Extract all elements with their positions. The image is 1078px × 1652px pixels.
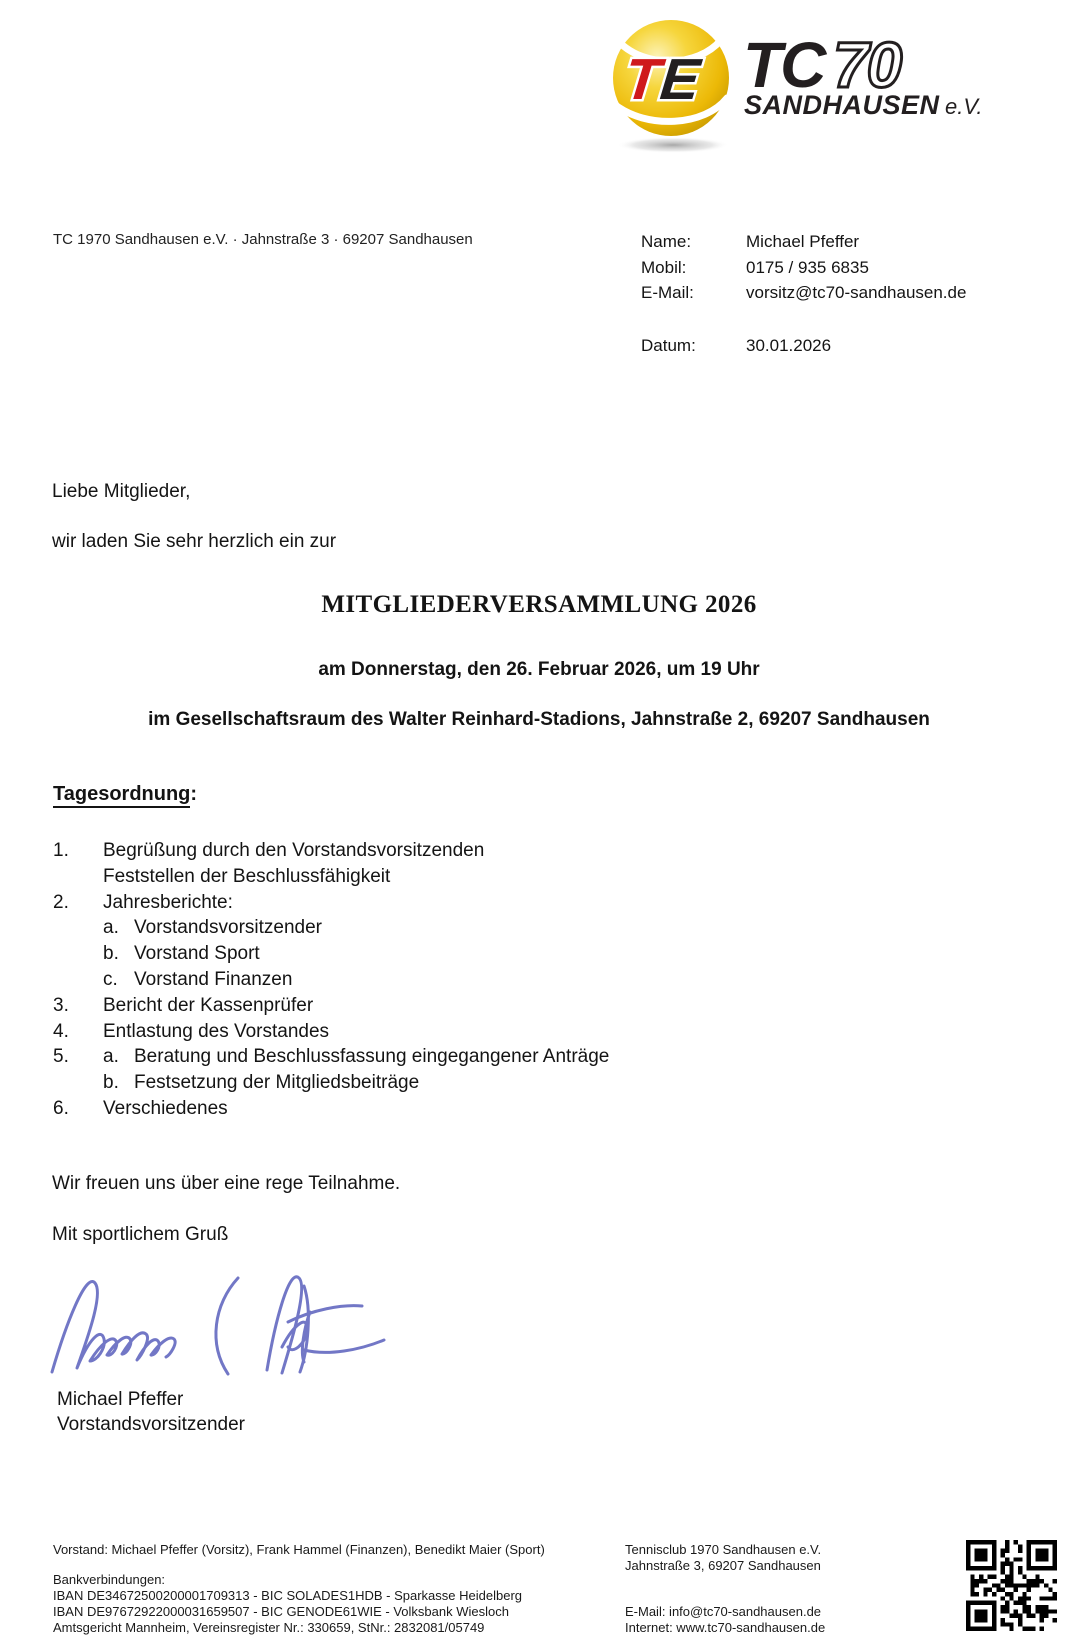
footer-internet-line: Internet: www.tc70-sandhausen.de — [625, 1620, 826, 1635]
agenda-heading — [53, 783, 197, 806]
handwritten-signature — [42, 1250, 412, 1390]
qr-code — [966, 1540, 1057, 1631]
ball-shadow — [617, 137, 729, 153]
name-label: Name: — [641, 232, 692, 251]
agenda-text: Feststellen der Beschlussfähigkeit — [103, 865, 391, 887]
agenda-number — [53, 915, 103, 941]
closing-line: Wir freuen uns über eine rege Teilnahme. — [52, 1173, 401, 1194]
footer-web-block — [625, 1604, 825, 1636]
tennis-ball-logo-icon — [593, 8, 998, 160]
contact-block — [641, 229, 966, 306]
logo-70-text: 70 — [833, 29, 901, 101]
agenda-item — [53, 890, 609, 916]
agenda-item — [53, 864, 609, 890]
agenda-subitem — [53, 915, 609, 941]
agenda-text: Vorstand Finanzen — [134, 968, 293, 990]
footer-bank-block — [53, 1572, 522, 1636]
agenda-letter: b. — [103, 1072, 119, 1094]
agenda-number: 2. — [53, 891, 69, 913]
date-value: 30.01.2026 — [746, 336, 832, 355]
agenda-number — [53, 941, 103, 967]
logo-ev-text: e.V. — [945, 94, 983, 119]
agenda-item — [53, 1096, 609, 1122]
meeting-date-line: am Donnerstag, den 26. Februar 2026, um 19 Uhr — [318, 659, 760, 680]
monogram-letter-e: E — [657, 47, 703, 112]
footer-vorstand-line: Vorstand: Michael Pfeffer (Vorsitz), Frank Hammel (Finanzen), Benedikt Maier (Sport) — [53, 1542, 545, 1557]
club-logo — [593, 8, 998, 160]
date-label: Datum: — [641, 336, 696, 355]
contact-row-name — [641, 229, 966, 255]
monogram-letter-t: T — [621, 47, 664, 112]
signer-role: Vorstandsvorsitzender — [57, 1414, 245, 1435]
contact-row-email — [641, 280, 966, 306]
logo-sandhausen-text: SANDHAUSEN — [744, 90, 940, 120]
agenda-letter: a. — [103, 917, 119, 939]
agenda-text: Begrüßung durch den Vorstandsvorsitzenden — [103, 840, 485, 861]
agenda-number — [53, 967, 103, 993]
footer-bank-heading: Bankverbindungen: — [53, 1572, 166, 1587]
agenda-number: 5. — [53, 1046, 69, 1068]
agenda-number — [53, 1070, 103, 1096]
agenda-letter: b. — [103, 943, 119, 965]
signer-name: Michael Pfeffer — [57, 1389, 184, 1410]
agenda-item — [53, 838, 609, 864]
footer-club-name: Tennisclub 1970 Sandhausen e.V. — [625, 1542, 822, 1557]
agenda-text: Beratung und Beschlussfassung eingegangener Anträge — [134, 1046, 610, 1068]
agenda-list — [53, 838, 609, 1122]
agenda-number: 6. — [53, 1097, 69, 1119]
email-value: vorsitz@tc70-sandhausen.de — [746, 283, 967, 302]
agenda-text: Entlastung des Vorstandes — [103, 1020, 330, 1042]
sender-line: TC 1970 Sandhausen e.V. · Jahnstraße 3 · 69207 Sandhausen — [53, 231, 473, 248]
name-value: Michael Pfeffer — [746, 232, 860, 251]
agenda-number — [53, 864, 103, 890]
agenda-subitem — [53, 967, 609, 993]
logo-tc-text: TC — [743, 29, 825, 101]
agenda-heading-colon: : — [190, 783, 198, 805]
agenda-letter: c. — [103, 968, 118, 990]
contact-row-mobil — [641, 255, 966, 281]
footer-club-address-block — [625, 1542, 821, 1574]
agenda-number: 3. — [53, 994, 69, 1016]
agenda-letter: a. — [103, 1046, 119, 1068]
footer-bank-line2: IBAN DE97672922000031659507 - BIC GENODE61WIE - Volksbank Wiesloch — [53, 1604, 509, 1619]
agenda-item — [53, 1019, 609, 1045]
qr-code-icon — [966, 1540, 1057, 1631]
agenda-number: 1. — [53, 840, 69, 861]
agenda-text: Jahresberichte: — [103, 891, 233, 913]
agenda-item — [53, 993, 609, 1019]
signature-icon — [42, 1250, 412, 1390]
mobil-value: 0175 / 935 6835 — [746, 257, 869, 277]
footer-register-line: Amtsgericht Mannheim, Vereinsregister Nr.: 330659, StNr.: 2832081/05749 — [53, 1620, 485, 1635]
document-title: MITGLIEDERVERSAMMLUNG 2026 — [321, 591, 757, 618]
date-row — [641, 336, 831, 356]
agenda-number: 4. — [53, 1020, 69, 1042]
footer-email-line: E-Mail: info@tc70-sandhausen.de — [625, 1604, 822, 1619]
agenda-heading-word: Tagesordnung — [53, 783, 190, 808]
agenda-text: Verschiedenes — [103, 1097, 228, 1119]
agenda-text: Vorstand Sport — [134, 943, 260, 965]
footer-club-address: Jahnstraße 3, 69207 Sandhausen — [625, 1558, 821, 1573]
intro-line: wir laden Sie sehr herzlich ein zur — [52, 531, 337, 552]
meeting-location-line: im Gesellschaftsraum des Walter Reinhard-Stadions, Jahnstraße 2, 69207 Sandhausen — [148, 709, 930, 730]
salutation: Liebe Mitglieder, — [52, 481, 191, 502]
agenda-text: Vorstandsvorsitzender — [134, 917, 322, 939]
agenda-text: Bericht der Kassenprüfer — [103, 994, 314, 1016]
agenda-subitem — [53, 1070, 609, 1096]
agenda-subitem — [53, 941, 609, 967]
greeting-line: Mit sportlichem Gruß — [52, 1224, 229, 1245]
agenda-text: Festsetzung der Mitgliedsbeiträge — [134, 1072, 420, 1094]
footer-bank-line1: IBAN DE34672500200001709313 - BIC SOLADES1HDB - Sparkasse Heidelberg — [53, 1588, 522, 1603]
email-label: E-Mail: — [641, 283, 694, 302]
mobil-label: Mobil: — [641, 257, 687, 277]
agenda-subitem — [53, 1044, 609, 1070]
